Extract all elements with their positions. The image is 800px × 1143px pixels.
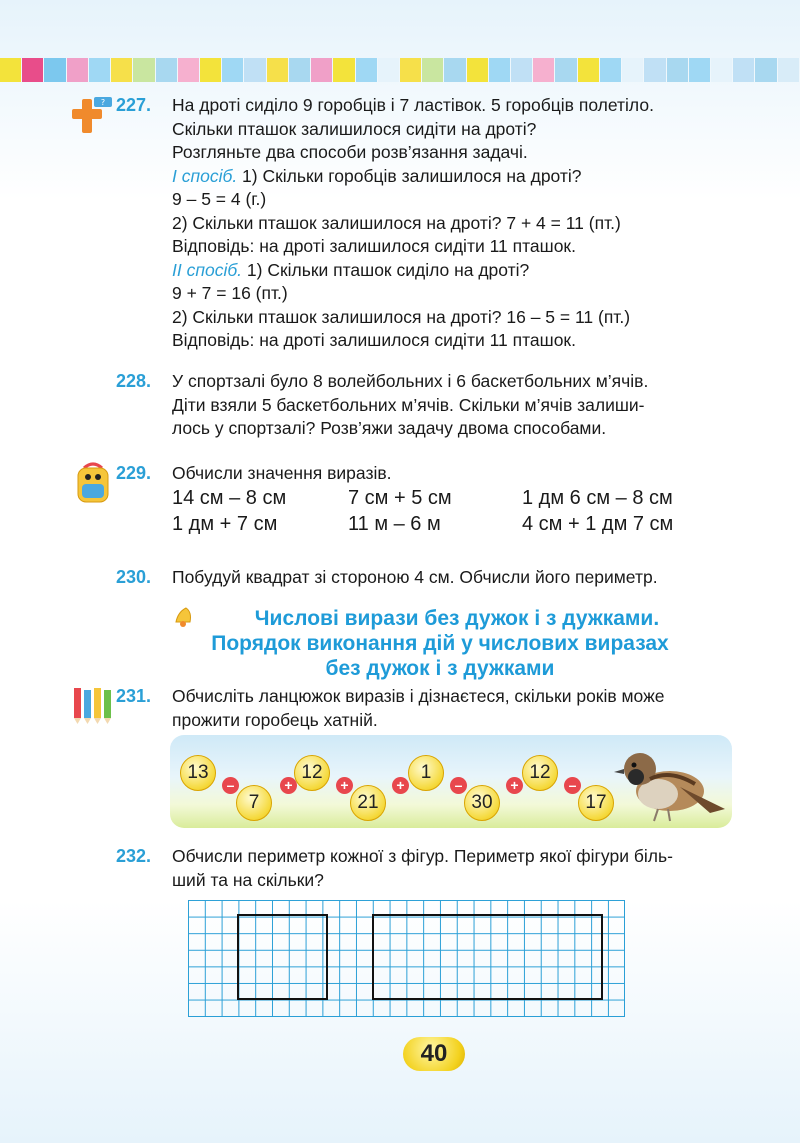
task-text-line: Відповідь: на дроті залишилося сидіти 11 пташок. (172, 236, 576, 256)
strip-square (622, 58, 643, 82)
expression: 11 м – 6 м (348, 513, 441, 535)
strip-square (133, 58, 154, 82)
strip-square (689, 58, 710, 82)
figure-rectangle-1 (237, 914, 328, 1000)
puzzle-cross-icon (70, 95, 114, 137)
method-1-label: І спосіб. (172, 165, 238, 186)
task-227-text (172, 94, 732, 353)
strip-square (578, 58, 599, 82)
strip-square (244, 58, 265, 82)
backpack-icon (72, 460, 114, 506)
chain-operator: – (222, 777, 239, 794)
strip-square (311, 58, 332, 82)
strip-square (111, 58, 132, 82)
task-text-line: Обчисли периметр кожної з фігур. Периметр якої фігури біль- (172, 846, 673, 866)
task-text-line: Відповідь: на дроті залишилося сидіти 11 пташок. (172, 330, 576, 350)
chain-number: 21 (350, 785, 386, 821)
task-text-line: Обчисліть ланцюжок виразів і дізнаєтеся, скільки років може (172, 686, 665, 706)
strip-square (555, 58, 576, 82)
chain-operator: + (392, 777, 409, 794)
task-230-number: 230. (116, 567, 152, 587)
sparrow-image (610, 739, 730, 827)
task-230-text: Побудуй квадрат зі стороною 4 см. Обчисли його периметр. (172, 567, 658, 587)
chain-operator: + (506, 777, 523, 794)
expression: 1 дм + 7 см (172, 513, 278, 535)
chain-operator: + (336, 777, 353, 794)
strip-square (711, 58, 732, 82)
strip-square (333, 58, 354, 82)
strip-square (755, 58, 776, 82)
task-text-line: Розгляньте два способи розв’язання задачі. (172, 142, 528, 162)
page-number: 40 (403, 1037, 465, 1071)
chain-number: 30 (464, 785, 500, 821)
section-title-line: Числові вирази без дужок і з дужками. (254, 607, 660, 630)
expression: 1 дм 6 см – 8 см (522, 487, 673, 509)
decorative-color-strip (0, 58, 800, 82)
strip-square (67, 58, 88, 82)
section-title-line: без дужок і з дужками (325, 657, 555, 680)
task-text-line: ший та на скільки? (172, 869, 324, 890)
strip-square (422, 58, 443, 82)
strip-square (733, 58, 754, 82)
expression-chain-panel (170, 735, 732, 828)
chain-operator: – (450, 777, 467, 794)
task-232-number: 232. (116, 846, 152, 866)
task-229-number: 229. (116, 463, 152, 483)
task-232-text (172, 845, 732, 892)
strip-square (600, 58, 621, 82)
strip-square (22, 58, 43, 82)
strip-square (444, 58, 465, 82)
strip-square (156, 58, 177, 82)
strip-square (489, 58, 510, 82)
strip-square (44, 58, 65, 82)
expression: 14 см – 8 см (172, 487, 287, 509)
task-231-text (172, 685, 732, 732)
strip-square (467, 58, 488, 82)
task-text-line: 9 + 7 = 16 (пт.) (172, 283, 288, 303)
task-text-line: 1) Скільки горобців залишилося на дроті? (237, 165, 582, 186)
strip-square (289, 58, 310, 82)
expression: 7 см + 5 см (348, 487, 452, 509)
task-text-line: Діти взяли 5 баскетбольних м’ячів. Скільки м’ячів залиши- (172, 394, 645, 415)
task-text-line: На дроті сиділо 9 горобців і 7 ластівок. 5 горобців полетіло. (172, 95, 654, 115)
svg-text:?: ? (100, 98, 106, 107)
chain-number: 1 (408, 755, 444, 791)
pencils-icon (70, 684, 116, 726)
strip-square (200, 58, 221, 82)
chain-number: 12 (294, 755, 330, 791)
strip-square (222, 58, 243, 82)
task-text-line: прожити горобець хатній. (172, 709, 378, 730)
strip-square (533, 58, 554, 82)
strip-square (511, 58, 532, 82)
strip-square (378, 58, 399, 82)
strip-square (667, 58, 688, 82)
strip-square (178, 58, 199, 82)
section-title (160, 606, 720, 681)
task-text-line: У спортзалі було 8 волейбольних і 6 баскетбольних м’ячів. (172, 371, 649, 391)
section-title-line: Порядок виконання дій у числових виразах (211, 632, 669, 655)
task-text-line: Скільки пташок залишилося сидіти на дроті? (172, 118, 537, 139)
task-text-line: 2) Скільки пташок залишилося на дроті? 7 + 4 = 11 (пт.) (172, 212, 621, 233)
figure-rectangle-2 (372, 914, 603, 1000)
task-227-number: 227. (116, 95, 152, 115)
task-text-line: 1) Скільки пташок сиділо на дроті? (242, 259, 530, 280)
task-text-line: лось у спортзалі? Розв’яжи задачу двома способами. (172, 418, 607, 438)
strip-square (356, 58, 377, 82)
strip-square (0, 58, 21, 82)
task-text-line: 9 – 5 = 4 (г.) (172, 189, 267, 209)
strip-square (89, 58, 110, 82)
chain-number: 12 (522, 755, 558, 791)
chain-operator: + (280, 777, 297, 794)
strip-square (400, 58, 421, 82)
expression: 4 см + 1 дм 7 см (522, 513, 674, 535)
strip-square (267, 58, 288, 82)
chain-operator: – (564, 777, 581, 794)
task-text-line: 2) Скільки пташок залишилося на дроті? 16 – 5 = 11 (пт.) (172, 306, 631, 327)
task-228-text (172, 370, 732, 441)
strip-square (644, 58, 665, 82)
chain-number: 17 (578, 785, 614, 821)
strip-square (778, 58, 799, 82)
chain-number: 7 (236, 785, 272, 821)
chain-number: 13 (180, 755, 216, 791)
method-2-label: ІІ спосіб. (172, 259, 243, 280)
task-231-number: 231. (116, 686, 152, 706)
task-228-number: 228. (116, 371, 152, 391)
task-229-text: Обчисли значення виразів. (172, 463, 392, 483)
